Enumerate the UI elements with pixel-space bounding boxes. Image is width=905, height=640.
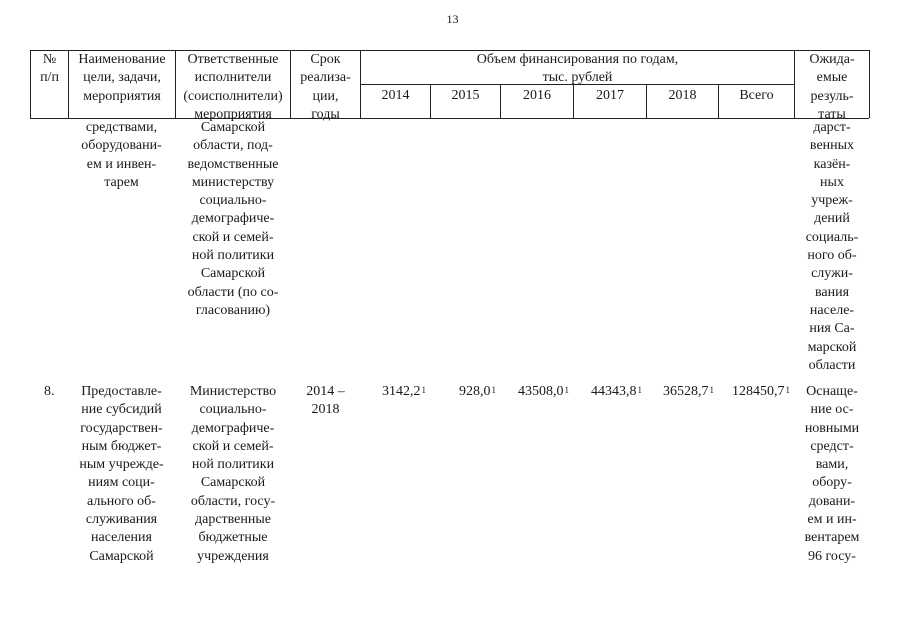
header-name: Наименование цели, задачи, мероприятия: [78, 52, 166, 104]
row-8-responsible: Министерство социально- демографиче- ской и семей- ной политики Самарской области, госу- дарственные бюджетные учреждения: [189, 384, 277, 564]
row-8-value-2018: 36528,7$^1$: [663, 384, 714, 399]
header-result: Ожида- емые резуль- таты: [809, 52, 855, 122]
row-8-name: Предоставле- ние субсидий государствен- ным бюджет- ным учрежде- ниям соци- ального об- служивания населения Самарской: [79, 384, 164, 564]
header-year-2014: 2014: [381, 88, 410, 103]
header-responsible: Ответственные исполнители (соисполнители) мероприятия: [183, 52, 283, 122]
row-8-value-2015: 928,0$^1$: [459, 384, 496, 399]
header-term: Срок реализа- ции, годы: [300, 52, 351, 122]
row-continued-result: дарст- венных казён- ных учреж- дений социаль- ного об- служи- вания населе- ния Са- марской области: [805, 120, 859, 373]
row-8-value-2014: 3142,2$^1$: [382, 384, 426, 399]
row-8-value-total: 128450,7$^1$: [732, 384, 790, 399]
page-number: 13: [446, 12, 459, 26]
header-year-2015: 2015: [451, 88, 480, 103]
header-number: № п/п: [40, 52, 59, 86]
row-8-result: Оснаще- ние ос- новными средст- вами, обору- довани- ем и ин- вентарем 96 госу-: [804, 384, 860, 564]
row-continued-responsible: Самарской области, под- ведомственные министерству социально- демографиче- ской и семей- ной политики Самарской области (по со- гласованию): [187, 120, 279, 318]
row-8-value-2016: 43508,0$^1$: [518, 384, 569, 399]
header-divider: [869, 50, 870, 118]
row-8-number: 8.: [44, 384, 55, 399]
row-continued-name: средствами, оборудовани- ем и инвен-тарем: [81, 120, 162, 190]
header-funding: Объем финансирования по годам, тыс. рублей: [476, 52, 679, 86]
header-total: Всего: [739, 88, 774, 103]
header-year-2018: 2018: [668, 88, 697, 103]
row-8-value-2017: 44343,8$^1$: [591, 384, 642, 399]
row-8-term: 2014 – 2018: [306, 384, 345, 418]
header-year-2017: 2017: [596, 88, 624, 103]
header-year-2016: 2016: [523, 88, 551, 103]
